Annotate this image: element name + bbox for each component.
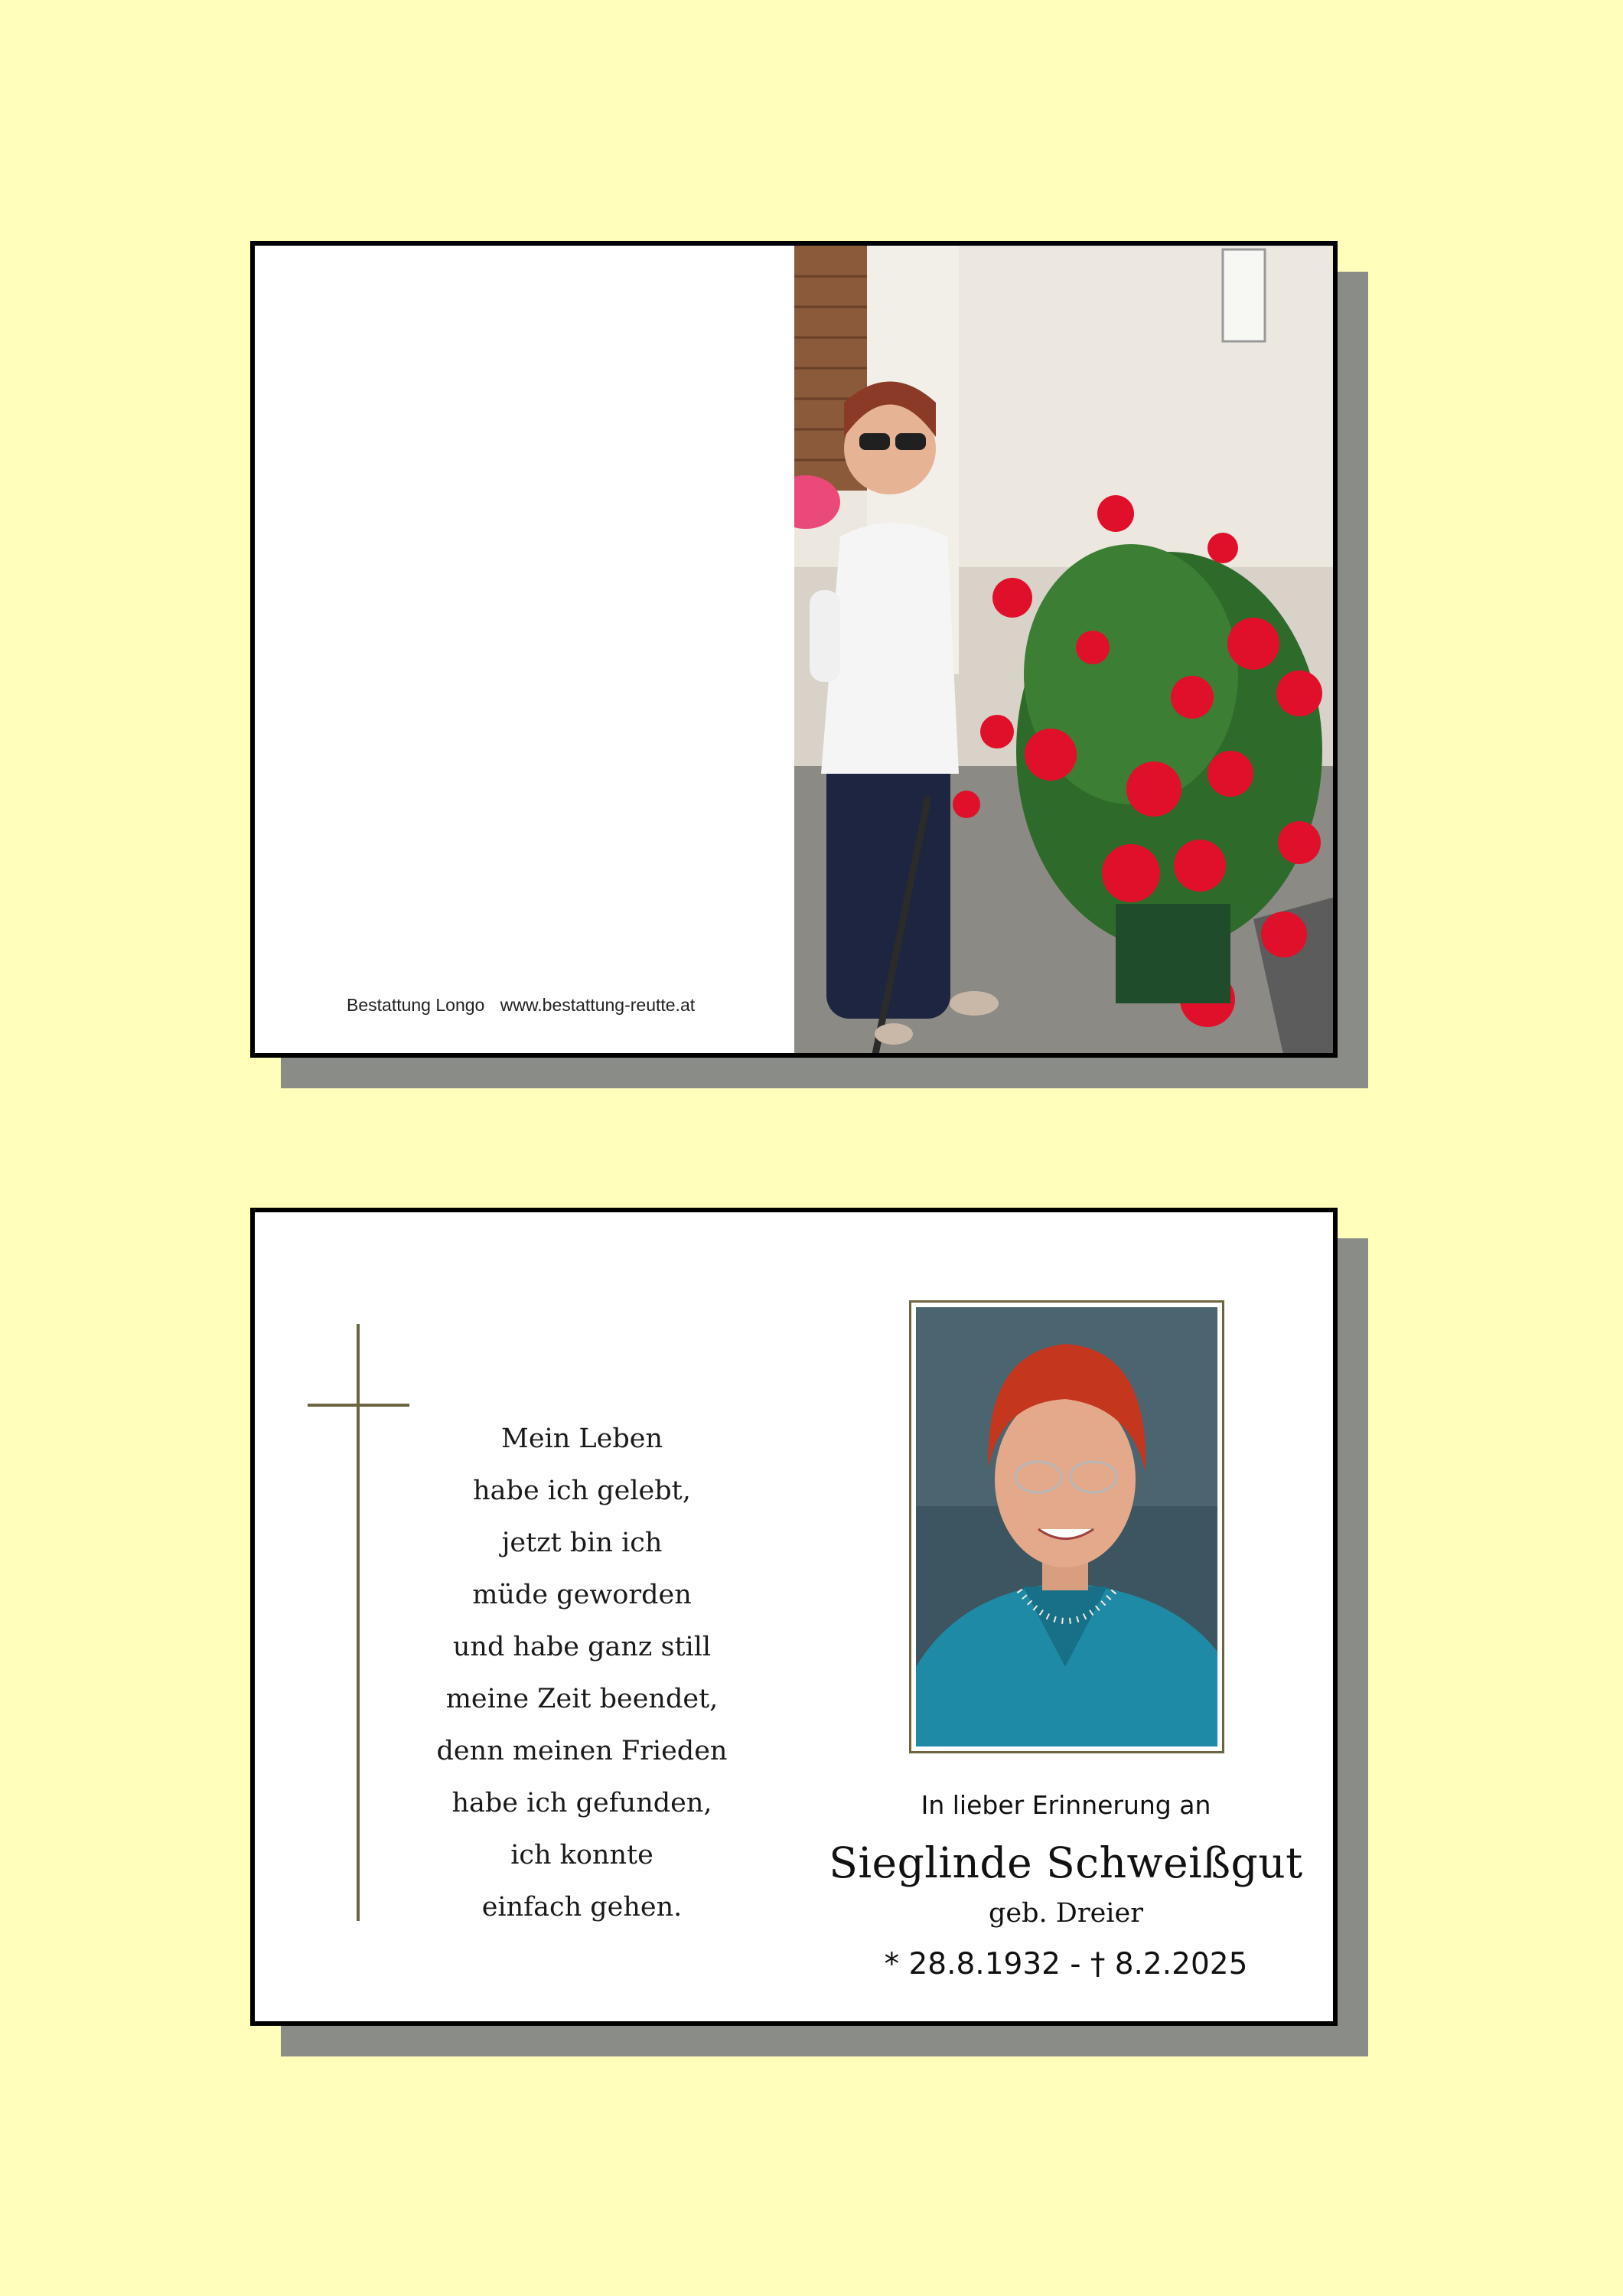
poem-line: jetzt bin ich <box>501 1528 663 1558</box>
top-card <box>250 241 1338 1058</box>
funeral-home-name: Bestattung Longo <box>347 995 485 1015</box>
poem-line: habe ich gefunden, <box>451 1788 712 1818</box>
poem-line: meine Zeit beendet, <box>445 1684 719 1714</box>
deceased-name: Sieglinde Schweißgut <box>829 1838 1303 1887</box>
poem-line: habe ich gelebt, <box>473 1476 691 1506</box>
poem-line: und habe ganz still <box>452 1632 712 1662</box>
funeral-home-url: www.bestattung-reutte.at <box>500 995 696 1015</box>
poem-line: Mein Leben <box>500 1424 663 1454</box>
maiden-name: geb. Dreier <box>989 1898 1143 1929</box>
cross-horizontal-bar <box>308 1404 409 1407</box>
portrait-frame <box>909 1300 1224 1753</box>
poem-line: denn meinen Frieden <box>436 1736 728 1766</box>
memorial-poem <box>400 1413 764 1933</box>
life-dates: * 28.8.1932 - † 8.2.2025 <box>884 1947 1248 1981</box>
bottom-card <box>250 1208 1338 2026</box>
funeral-home-credit <box>347 995 695 1016</box>
poem-line: einfach gehen. <box>481 1892 683 1923</box>
cross-vertical-bar <box>357 1324 360 1921</box>
portrait-photo <box>916 1307 1217 1746</box>
garden-photo <box>794 246 1338 1058</box>
memorial-intro: In lieber Erinnerung an <box>921 1790 1211 1820</box>
poem-line: ich konnte <box>510 1840 653 1870</box>
poem-line: müde geworden <box>472 1580 692 1610</box>
